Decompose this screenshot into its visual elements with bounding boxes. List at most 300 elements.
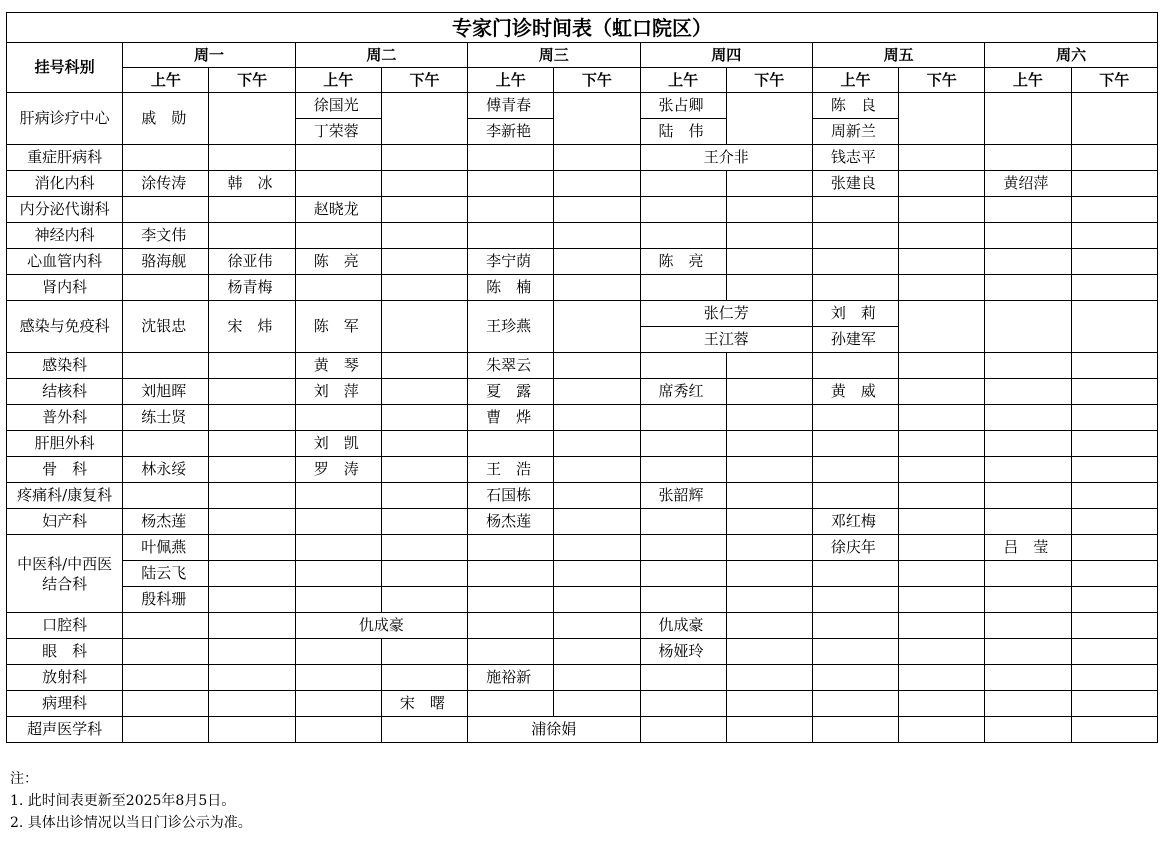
doctor-cell: 夏 露: [468, 379, 554, 405]
dept-name: 骨 科: [7, 457, 123, 483]
doctor-cell: [381, 561, 467, 587]
pm-header: 下午: [381, 68, 467, 93]
doctor-cell: [985, 405, 1071, 431]
doctor-cell: 李文伟: [123, 223, 209, 249]
am-header: 上午: [295, 68, 381, 93]
doctor-cell: [899, 145, 985, 171]
doctor-cell: [899, 483, 985, 509]
doctor-cell: [468, 145, 554, 171]
doctor-cell: [381, 93, 467, 145]
doctor-cell: [1071, 561, 1157, 587]
doctor-cell: 叶佩燕: [123, 535, 209, 561]
table-row: [7, 639, 1158, 665]
doctor-cell: [381, 145, 467, 171]
doctor-cell: 涂传涛: [123, 171, 209, 197]
doctor-cell: [726, 691, 812, 717]
doctor-cell: [726, 171, 812, 197]
doctor-cell: 张韶辉: [640, 483, 726, 509]
table-row: [7, 405, 1158, 431]
day-header: 周二: [295, 43, 467, 68]
doctor-cell: [468, 613, 554, 639]
doctor-cell: [295, 509, 381, 535]
table-row: [7, 379, 1158, 405]
doctor-cell: [381, 483, 467, 509]
doctor-cell: [554, 405, 640, 431]
doctor-cell: [468, 535, 554, 561]
doctor-cell: [209, 665, 295, 691]
doctor-cell: 杨杰莲: [468, 509, 554, 535]
doctor-cell: [726, 587, 812, 613]
doctor-cell: [295, 717, 381, 743]
table-row: [7, 509, 1158, 535]
doctor-cell: [985, 379, 1071, 405]
dept-name: 重症肝病科: [7, 145, 123, 171]
day-header: 周五: [812, 43, 984, 68]
am-header: 上午: [640, 68, 726, 93]
doctor-cell: [295, 691, 381, 717]
doctor-cell: [812, 223, 898, 249]
doctor-cell: [1071, 639, 1157, 665]
am-header: 上午: [985, 68, 1071, 93]
doctor-cell: [985, 249, 1071, 275]
doctor-cell: [381, 405, 467, 431]
doctor-cell: 仇成豪: [640, 613, 726, 639]
doctor-cell: [295, 171, 381, 197]
doctor-cell: [812, 717, 898, 743]
dept-name: 超声医学科: [7, 717, 123, 743]
doctor-cell: [640, 691, 726, 717]
am-header: 上午: [468, 68, 554, 93]
doctor-cell: [985, 353, 1071, 379]
doctor-cell: [985, 717, 1071, 743]
doctor-cell: 李新艳: [468, 119, 554, 145]
doctor-cell: [1071, 171, 1157, 197]
doctor-cell: [209, 223, 295, 249]
doctor-cell: 陆 伟: [640, 119, 726, 145]
doctor-cell: 丁荣蓉: [295, 119, 381, 145]
doctor-cell: [554, 197, 640, 223]
doctor-cell: [468, 639, 554, 665]
doctor-cell: [123, 665, 209, 691]
table-row: [7, 301, 1158, 327]
doctor-cell: 朱翠云: [468, 353, 554, 379]
dept-name: 感染与免疫科: [7, 301, 123, 353]
doctor-cell: [985, 431, 1071, 457]
doctor-cell: [726, 223, 812, 249]
doctor-cell: [985, 613, 1071, 639]
doctor-cell: 戚 勋: [123, 93, 209, 145]
doctor-cell: [295, 561, 381, 587]
table-row: [7, 561, 1158, 587]
doctor-cell: [726, 535, 812, 561]
doctor-cell: [295, 223, 381, 249]
doctor-cell: 刘 萍: [295, 379, 381, 405]
doctor-cell: [123, 691, 209, 717]
doctor-cell: [554, 665, 640, 691]
doctor-cell: [726, 353, 812, 379]
doctor-cell: [812, 275, 898, 301]
schedule-table: [6, 12, 1158, 743]
doctor-cell: [295, 275, 381, 301]
pm-header: 下午: [899, 68, 985, 93]
doctor-cell: [1071, 197, 1157, 223]
doctor-cell: [554, 639, 640, 665]
doctor-cell: [640, 587, 726, 613]
table-row: [7, 691, 1158, 717]
dept-name: 肝胆外科: [7, 431, 123, 457]
doctor-cell: [1071, 613, 1157, 639]
doctor-cell: [1071, 379, 1157, 405]
doctor-cell: [985, 197, 1071, 223]
doctor-cell: 周新兰: [812, 119, 898, 145]
doctor-cell: [726, 275, 812, 301]
doctor-cell: [985, 93, 1071, 145]
doctor-cell: 陈 亮: [640, 249, 726, 275]
doctor-cell: [123, 717, 209, 743]
doctor-cell: [381, 587, 467, 613]
table-row: [7, 353, 1158, 379]
doctor-cell: [295, 483, 381, 509]
doctor-cell: 殷科珊: [123, 587, 209, 613]
doctor-cell: [899, 431, 985, 457]
doctor-cell: [123, 613, 209, 639]
doctor-cell: [295, 587, 381, 613]
dept-header: 挂号科别: [7, 43, 123, 93]
table-row: [7, 249, 1158, 275]
day-header: 周一: [123, 43, 295, 68]
doctor-cell: [1071, 665, 1157, 691]
dept-name: 内分泌代谢科: [7, 197, 123, 223]
doctor-cell: [468, 587, 554, 613]
doctor-cell: 傅青春: [468, 93, 554, 119]
table-row: [7, 665, 1158, 691]
doctor-cell: [1071, 587, 1157, 613]
am-header: 上午: [123, 68, 209, 93]
doctor-cell: 韩 冰: [209, 171, 295, 197]
doctor-cell: [1071, 301, 1157, 353]
doctor-cell: [554, 249, 640, 275]
doctor-cell: [812, 587, 898, 613]
doctor-cell: 黄 琴: [295, 353, 381, 379]
doctor-cell: [1071, 691, 1157, 717]
doctor-cell: [123, 483, 209, 509]
doctor-cell: [209, 561, 295, 587]
doctor-cell: [812, 613, 898, 639]
doctor-cell: [295, 405, 381, 431]
doctor-cell: [899, 249, 985, 275]
doctor-cell: [209, 587, 295, 613]
doctor-cell: [726, 639, 812, 665]
doctor-cell: 杨青梅: [209, 275, 295, 301]
dept-name: 中医科/中西医结合科: [7, 535, 123, 613]
doctor-cell: [381, 535, 467, 561]
doctor-cell: [812, 691, 898, 717]
page-title: 专家门诊时间表（虹口院区）: [7, 13, 1158, 43]
doctor-cell: [1071, 457, 1157, 483]
doctor-cell: [899, 301, 985, 353]
doctor-cell: 吕 莹: [985, 535, 1071, 561]
doctor-cell: 张建良: [812, 171, 898, 197]
doctor-cell: [640, 353, 726, 379]
table-row: [7, 613, 1158, 639]
doctor-cell: 陈 亮: [295, 249, 381, 275]
doctor-cell: [985, 665, 1071, 691]
doctor-cell: [468, 561, 554, 587]
doctor-cell: [726, 717, 812, 743]
notes-heading: 注：: [10, 771, 38, 787]
doctor-cell: [985, 587, 1071, 613]
doctor-cell: [295, 535, 381, 561]
doctor-cell: [726, 197, 812, 223]
dept-name: 肝病诊疗中心: [7, 93, 123, 145]
doctor-cell: 练士贤: [123, 405, 209, 431]
doctor-cell: [985, 223, 1071, 249]
doctor-cell: [381, 379, 467, 405]
doctor-cell: 仇成豪: [295, 613, 467, 639]
doctor-cell: 赵晓龙: [295, 197, 381, 223]
doctor-cell: [123, 639, 209, 665]
doctor-cell: [985, 639, 1071, 665]
table-row: [7, 145, 1158, 171]
doctor-cell: 李宁荫: [468, 249, 554, 275]
doctor-cell: [726, 457, 812, 483]
dept-name: 消化内科: [7, 171, 123, 197]
doctor-cell: [209, 613, 295, 639]
dept-name: 放射科: [7, 665, 123, 691]
doctor-cell: [209, 639, 295, 665]
doctor-cell: [554, 691, 640, 717]
dept-name: 口腔科: [7, 613, 123, 639]
doctor-cell: [554, 483, 640, 509]
doctor-cell: [899, 717, 985, 743]
table-row: [7, 457, 1158, 483]
table-row: [7, 431, 1158, 457]
doctor-cell: [726, 405, 812, 431]
doctor-cell: [985, 691, 1071, 717]
doctor-cell: [295, 639, 381, 665]
doctor-cell: [985, 145, 1071, 171]
doctor-cell: [1071, 249, 1157, 275]
doctor-cell: [726, 483, 812, 509]
doctor-cell: 席秀红: [640, 379, 726, 405]
doctor-cell: [123, 197, 209, 223]
doctor-cell: 骆海舰: [123, 249, 209, 275]
doctor-cell: [554, 171, 640, 197]
doctor-cell: [726, 509, 812, 535]
doctor-cell: [554, 301, 640, 353]
doctor-cell: [640, 665, 726, 691]
doctor-cell: [123, 353, 209, 379]
doctor-cell: [209, 717, 295, 743]
doctor-cell: [381, 197, 467, 223]
doctor-cell: [899, 93, 985, 145]
doctor-cell: [812, 405, 898, 431]
doctor-cell: [899, 457, 985, 483]
doctor-cell: [812, 457, 898, 483]
doctor-cell: [1071, 483, 1157, 509]
doctor-cell: [381, 717, 467, 743]
doctor-cell: [640, 509, 726, 535]
doctor-cell: [985, 275, 1071, 301]
doctor-cell: [209, 197, 295, 223]
doctor-cell: [985, 457, 1071, 483]
doctor-cell: [1071, 275, 1157, 301]
doctor-cell: [554, 457, 640, 483]
doctor-cell: 陈 军: [295, 301, 381, 353]
doctor-cell: [1071, 145, 1157, 171]
doctor-cell: [381, 665, 467, 691]
doctor-cell: [726, 613, 812, 639]
doctor-cell: 沈银忠: [123, 301, 209, 353]
doctor-cell: [1071, 405, 1157, 431]
doctor-cell: 邓红梅: [812, 509, 898, 535]
doctor-cell: 王珍燕: [468, 301, 554, 353]
table-row: [7, 587, 1158, 613]
dept-name: 眼 科: [7, 639, 123, 665]
doctor-cell: [468, 691, 554, 717]
doctor-cell: 徐庆年: [812, 535, 898, 561]
doctor-cell: [899, 613, 985, 639]
doctor-cell: [640, 223, 726, 249]
doctor-cell: [554, 379, 640, 405]
doctor-cell: 陈 楠: [468, 275, 554, 301]
doctor-cell: [812, 249, 898, 275]
doctor-cell: [812, 431, 898, 457]
doctor-cell: [295, 665, 381, 691]
doctor-cell: 陈 良: [812, 93, 898, 119]
doctor-cell: [1071, 353, 1157, 379]
doctor-cell: [812, 353, 898, 379]
doctor-cell: [899, 353, 985, 379]
doctor-cell: [812, 483, 898, 509]
doctor-cell: [726, 379, 812, 405]
doctor-cell: [554, 535, 640, 561]
doctor-cell: [381, 223, 467, 249]
doctor-cell: 陆云飞: [123, 561, 209, 587]
dept-name: 肾内科: [7, 275, 123, 301]
doctor-cell: 黄 威: [812, 379, 898, 405]
doctor-cell: [640, 171, 726, 197]
table-row: [7, 275, 1158, 301]
doctor-cell: [123, 431, 209, 457]
dept-name: 结核科: [7, 379, 123, 405]
doctor-cell: 徐国光: [295, 93, 381, 119]
doctor-cell: [381, 509, 467, 535]
doctor-cell: 施裕新: [468, 665, 554, 691]
dept-name: 病理科: [7, 691, 123, 717]
doctor-cell: [554, 613, 640, 639]
doctor-cell: [899, 171, 985, 197]
doctor-cell: 曹 烨: [468, 405, 554, 431]
doctor-cell: [554, 353, 640, 379]
pm-header: 下午: [554, 68, 640, 93]
doctor-cell: [209, 431, 295, 457]
doctor-cell: 张占卿: [640, 93, 726, 119]
doctor-cell: [899, 275, 985, 301]
doctor-cell: 宋 炜: [209, 301, 295, 353]
table-row: [7, 171, 1158, 197]
am-header: 上午: [812, 68, 898, 93]
doctor-cell: 王介非: [640, 145, 812, 171]
doctor-cell: [209, 691, 295, 717]
doctor-cell: [726, 561, 812, 587]
doctor-cell: [985, 561, 1071, 587]
doctor-cell: [899, 535, 985, 561]
doctor-cell: [209, 145, 295, 171]
doctor-cell: [123, 145, 209, 171]
doctor-cell: [209, 483, 295, 509]
day-header: 周四: [640, 43, 812, 68]
pm-header: 下午: [209, 68, 295, 93]
doctor-cell: [381, 171, 467, 197]
doctor-cell: [209, 405, 295, 431]
doctor-cell: [726, 665, 812, 691]
doctor-cell: [640, 561, 726, 587]
doctor-cell: [468, 431, 554, 457]
doctor-cell: [295, 145, 381, 171]
doctor-cell: [209, 353, 295, 379]
doctor-cell: [899, 587, 985, 613]
doctor-cell: [726, 249, 812, 275]
dept-name: 疼痛科/康复科: [7, 483, 123, 509]
doctor-cell: [381, 639, 467, 665]
doctor-cell: [899, 379, 985, 405]
doctor-cell: [554, 587, 640, 613]
dept-name: 感染科: [7, 353, 123, 379]
doctor-cell: [209, 379, 295, 405]
dept-name: 神经内科: [7, 223, 123, 249]
doctor-cell: [1071, 717, 1157, 743]
doctor-cell: [554, 223, 640, 249]
doctor-cell: 王 浩: [468, 457, 554, 483]
dept-name: 普外科: [7, 405, 123, 431]
doctor-cell: [899, 665, 985, 691]
doctor-cell: [1071, 223, 1157, 249]
doctor-cell: [640, 535, 726, 561]
doctor-cell: [812, 197, 898, 223]
doctor-cell: [468, 223, 554, 249]
dept-name: 妇产科: [7, 509, 123, 535]
doctor-cell: [812, 665, 898, 691]
doctor-cell: 浦徐娟: [468, 717, 640, 743]
doctor-cell: [899, 509, 985, 535]
doctor-cell: 钱志平: [812, 145, 898, 171]
doctor-cell: 孙建军: [812, 327, 898, 353]
doctor-cell: [209, 509, 295, 535]
doctor-cell: [985, 301, 1071, 353]
table-row: [7, 717, 1158, 743]
table-row: [7, 93, 1158, 119]
note-item: 1. 此时间表更新至2025年8月5日。: [10, 793, 236, 809]
pm-header: 下午: [1071, 68, 1157, 93]
notes: [10, 768, 252, 834]
doctor-cell: [468, 197, 554, 223]
doctor-cell: [468, 171, 554, 197]
doctor-cell: [554, 431, 640, 457]
doctor-cell: 刘 凯: [295, 431, 381, 457]
doctor-cell: [381, 457, 467, 483]
doctor-cell: 林永绥: [123, 457, 209, 483]
doctor-cell: [381, 301, 467, 353]
doctor-cell: [899, 561, 985, 587]
doctor-cell: [812, 639, 898, 665]
doctor-cell: 罗 涛: [295, 457, 381, 483]
doctor-cell: 石国栋: [468, 483, 554, 509]
doctor-cell: [1071, 535, 1157, 561]
doctor-cell: [899, 197, 985, 223]
doctor-cell: [726, 93, 812, 145]
doctor-cell: [209, 535, 295, 561]
